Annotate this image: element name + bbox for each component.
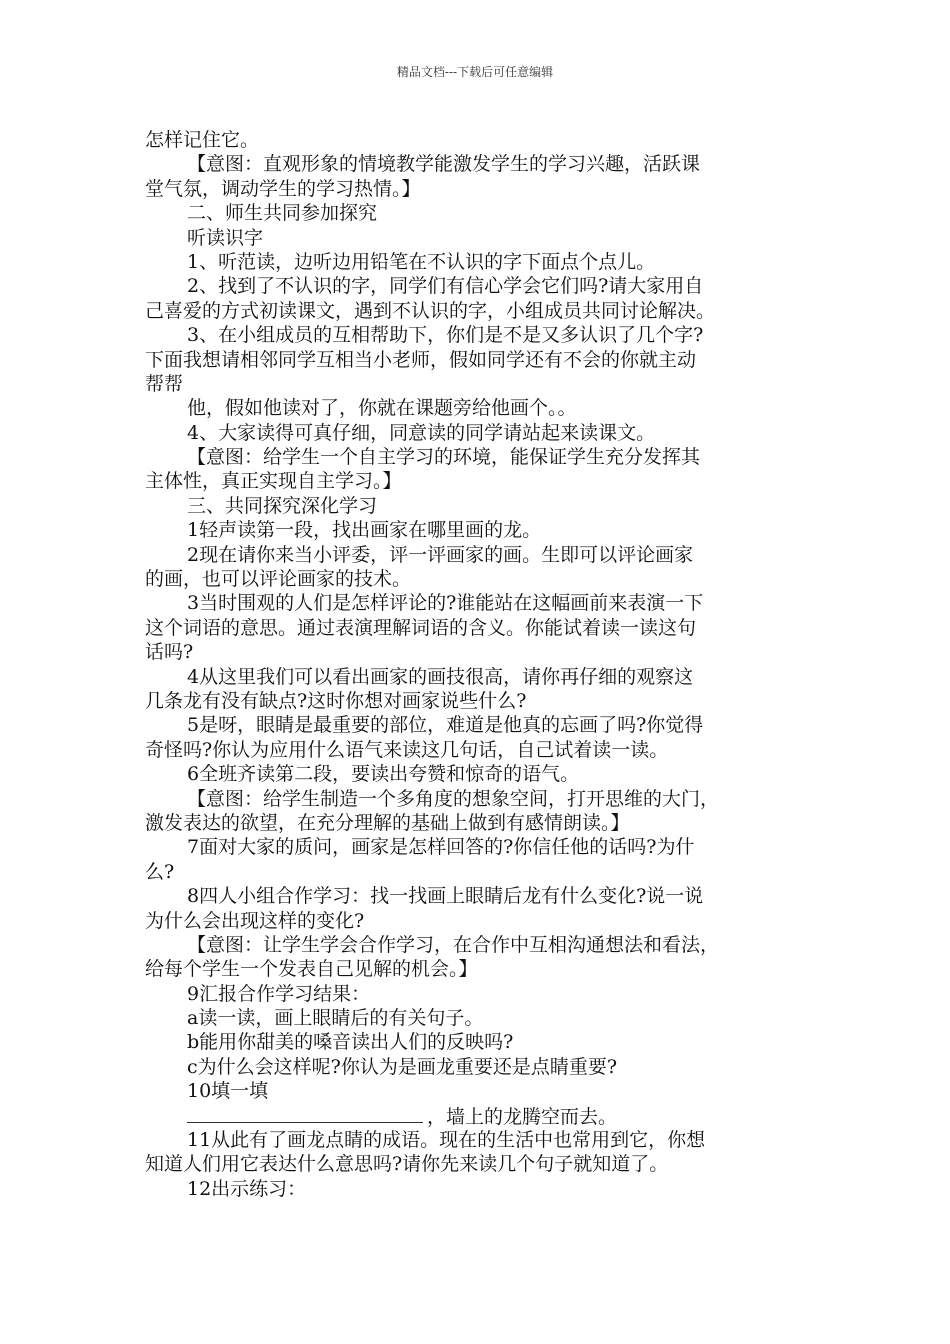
line-text: 他，假如他读对了，你就在课题旁给他画个。。: [187, 397, 577, 420]
line-text: ，墙上的龙腾空而去。: [427, 1105, 618, 1128]
text-line: [145, 1079, 813, 1103]
line-text: 【意图：让学生学会合作学习，在合作中互相沟通想法和看法，: [187, 933, 720, 956]
text-line: [145, 787, 813, 811]
text-line: [145, 445, 813, 469]
line-text: 这个词语的意思。通过表演理解词语的含义。你能试着读一读这句: [145, 616, 697, 639]
text-line: [145, 274, 813, 298]
line-text: 几条龙有没有缺点?这时你想对画家说些什么?: [145, 689, 527, 712]
text-line: [145, 591, 813, 615]
line-text: 10填一填: [187, 1080, 269, 1103]
text-line: [145, 1006, 813, 1030]
text-line: [145, 665, 813, 689]
text-line: [145, 1030, 813, 1054]
line-text: 奇怪吗?你认为应用什么语气来读这几句话，自己试着读一读。: [145, 738, 669, 761]
text-line: [145, 299, 813, 323]
text-line: [145, 835, 813, 859]
line-text: 9汇报合作学习结果：: [187, 982, 371, 1005]
text-line: [145, 323, 813, 347]
line-text: 1轻声读第一段，找出画家在哪里画的龙。: [187, 519, 542, 542]
line-text: 激发表达的欲望，在充分理解的基础上做到有感情朗读。】: [145, 811, 630, 834]
text-line: [145, 372, 813, 396]
line-text: 2、找到了不认识的字，同学们有信心学会它们吗?请大家用自: [187, 275, 704, 298]
text-line: [145, 713, 813, 737]
line-text: 给每个学生一个发表自己见解的机会。】: [145, 958, 478, 981]
line-text: 【意图：直观形象的情境教学能激发学生的学习兴趣，活跃课: [187, 153, 701, 176]
text-line: [145, 201, 813, 225]
text-line: [145, 518, 813, 542]
line-text: a读一读，画上眼睛后的有关句子。: [187, 1007, 484, 1030]
text-line: [145, 250, 813, 274]
text-line: [145, 1055, 813, 1079]
page-header: 精品文档---下载后可任意编辑: [396, 65, 554, 79]
text-line: [145, 152, 813, 176]
line-text: 三、共同探究深化学习: [187, 494, 378, 517]
text-line: [145, 421, 813, 445]
line-text: 帮帮: [145, 372, 184, 395]
text-line: [145, 884, 813, 908]
line-text: 4从这里我们可以看出画家的画技很高，请你再仔细的观察这: [187, 665, 694, 688]
text-line: [145, 933, 813, 957]
line-text: 二、师生共同参加探究: [187, 202, 378, 225]
text-line: [145, 738, 813, 762]
text-line: [145, 128, 813, 152]
line-text: 【意图：给学生一个自主学习的环境，能保证学生充分发挥其: [187, 446, 701, 469]
line-text: 听读识字: [187, 226, 264, 249]
line-text: 12出示练习：: [187, 1177, 307, 1200]
text-line: [145, 957, 813, 981]
line-text: 堂气氛，调动学生的学习热情。】: [145, 177, 421, 200]
text-line: [145, 177, 813, 201]
text-line: [145, 1128, 813, 1152]
line-text: 3、在小组成员的互相帮助下，你们是不是又多认识了几个字?: [187, 324, 704, 347]
line-text: 么?: [145, 860, 175, 883]
text-line: [145, 811, 813, 835]
line-text: 怎样记住它。: [145, 129, 260, 151]
text-line: [145, 567, 813, 591]
line-text: 6全班齐读第二段，要读出夸赞和惊奇的语气。: [187, 763, 580, 786]
line-text: 7面对大家的质问，画家是怎样回答的?你信任他的话吗?为什: [187, 836, 695, 859]
text-line: [145, 982, 813, 1006]
text-line: [145, 226, 813, 250]
line-text: c为什么会这样呢?你认为是画龙重要还是点睛重要?: [187, 1055, 618, 1078]
line-text: 【意图：给学生制造一个多角度的想象空间，打开思维的大门，: [187, 787, 720, 810]
line-text: 11从此有了画龙点睛的成语。现在的生活中也常用到它，你想: [187, 1129, 706, 1152]
text-line: [145, 543, 813, 567]
line-text: 8四人小组合作学习：找一找画上眼睛后龙有什么变化?说一说: [187, 885, 704, 908]
text-line: [145, 1104, 813, 1128]
text-line: [145, 396, 813, 420]
line-text: 为什么会出现这样的变化?: [145, 909, 365, 932]
line-text: 3当时围观的人们是怎样评论的?谁能站在这幅画前来表演一下: [187, 592, 704, 615]
text-line: [145, 640, 813, 664]
text-line: [145, 1152, 813, 1176]
text-line: [145, 762, 813, 786]
line-text: 下面我想请相邻同学互相当小老师，假如同学还有不会的你就主动: [145, 348, 697, 371]
line-text: 5是呀，眼睛是最重要的部位，难道是他真的忘画了吗?你觉得: [187, 714, 704, 737]
text-line: [145, 909, 813, 933]
line-text: 2现在请你来当小评委，评一评画家的画。生即可以评论画家: [187, 543, 694, 566]
text-line: [145, 860, 813, 884]
fill-in-blank: [187, 1104, 423, 1123]
line-text: 知道人们用它表达什么意思吗?请你先来读几个句子就知道了。: [145, 1153, 669, 1176]
document-body: [145, 128, 813, 1201]
text-line: [145, 494, 813, 518]
line-text: 主体性，真正实现自主学习。】: [145, 470, 402, 493]
text-line: [145, 689, 813, 713]
text-line: [145, 469, 813, 493]
text-line: [145, 1177, 813, 1201]
line-text: 己喜爱的方式初读课文，遇到不认识的字，小组成员共同讨论解决。: [145, 299, 716, 322]
text-line: [145, 616, 813, 640]
text-line: [145, 348, 813, 372]
line-text: 4、大家读得可真仔细，同意读的同学请站起来读课文。: [187, 421, 656, 444]
line-text: 1、听范读，边听边用铅笔在不认识的字下面点个点儿。: [187, 250, 656, 273]
line-text: 话吗?: [145, 641, 194, 664]
line-text: 的画，也可以评论画家的技术。: [145, 568, 412, 591]
line-text: b能用你甜美的嗓音读出人们的反映吗?: [187, 1031, 514, 1054]
